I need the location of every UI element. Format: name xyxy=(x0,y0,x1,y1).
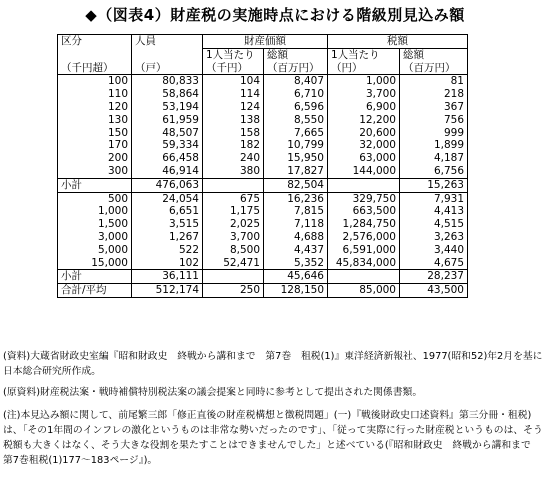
table-cell: 15,000 xyxy=(58,257,132,270)
table-cell xyxy=(132,48,203,61)
table-cell: 小計 xyxy=(58,178,132,192)
table-cell: 8,407 xyxy=(264,75,328,88)
table-cell: 12,200 xyxy=(328,114,400,127)
table-cell: 36,111 xyxy=(132,270,203,284)
table-cell: 144,000 xyxy=(328,165,400,178)
table-cell: 150 xyxy=(58,127,132,140)
table-cell: 1,899 xyxy=(400,139,468,152)
table-cell: 16,236 xyxy=(264,192,328,205)
table-cell: 1,500 xyxy=(58,218,132,231)
table-cell: 82,504 xyxy=(264,178,328,192)
table-cell: 43,500 xyxy=(400,284,468,298)
table-cell: 120 xyxy=(58,101,132,114)
table-cell: 7,118 xyxy=(264,218,328,231)
table-cell: 61,959 xyxy=(132,114,203,127)
table-cell: 3,440 xyxy=(400,244,468,257)
table-cell: 999 xyxy=(400,127,468,140)
table-row xyxy=(58,165,468,178)
remark-note: (注)本見込み額に関して、前尾繁三郎「修正直後の財産税構想と徴税問題」(一)『戦後財政史口述資料』第三分冊・租税)は、「その1年間のインフレの激化というものは非常な勢いだったのです」、「従って実際に行った財産税というものは、そう税額も大きくはなく、そう大きな役割を果たすことはできませんでした」と述べている(『昭和財政史 終戦から講和まで 第7巻租税(1)177～183ページ』)。 xyxy=(3,410,543,466)
table-cell xyxy=(203,270,264,284)
header-bracket-unit: （千円超） xyxy=(58,62,132,75)
table-cell: 10,799 xyxy=(264,139,328,152)
table-cell: 3,700 xyxy=(203,231,264,244)
table-cell: 15,950 xyxy=(264,152,328,165)
table-cell: 53,194 xyxy=(132,101,203,114)
property-tax-table xyxy=(57,34,468,298)
table-cell: 756 xyxy=(400,114,468,127)
table-row xyxy=(58,257,468,270)
table-cell: 3,000 xyxy=(58,231,132,244)
table-cell: 5,000 xyxy=(58,244,132,257)
table-row xyxy=(58,101,468,114)
table-cell: 6,591,000 xyxy=(328,244,400,257)
table-cell: 80,833 xyxy=(132,75,203,88)
table-cell xyxy=(328,178,400,192)
table-cell: 380 xyxy=(203,165,264,178)
table-cell: 4,437 xyxy=(264,244,328,257)
table-row xyxy=(58,205,468,218)
table-row xyxy=(58,244,468,257)
table-cell: 合計/平均 xyxy=(58,284,132,298)
header-persons-unit: （戸） xyxy=(132,62,203,75)
grand-total-row xyxy=(58,284,468,298)
header-persons: 人員 xyxy=(132,35,203,49)
table-cell: 2,576,000 xyxy=(328,231,400,244)
header-tax-total: 総額 xyxy=(400,48,468,61)
table-cell: 5,352 xyxy=(264,257,328,270)
header-property-group: 財産価額 xyxy=(203,35,328,49)
table-cell: 4,675 xyxy=(400,257,468,270)
header-prop-total: 総額 xyxy=(264,48,328,61)
table-row xyxy=(58,75,468,88)
subtotal-row-2 xyxy=(58,270,468,284)
table-cell: 110 xyxy=(58,88,132,101)
header-tax-total-unit: （百万円） xyxy=(400,62,468,75)
table-cell: 1,175 xyxy=(203,205,264,218)
table-cell: 104 xyxy=(203,75,264,88)
table-cell: 114 xyxy=(203,88,264,101)
table-cell: 240 xyxy=(203,152,264,165)
table-cell: 46,914 xyxy=(132,165,203,178)
subtotal-row-1 xyxy=(58,178,468,192)
table-cell: 45,834,000 xyxy=(328,257,400,270)
table-cell: 102 xyxy=(132,257,203,270)
table-cell: 100 xyxy=(58,75,132,88)
table-cell: 81 xyxy=(400,75,468,88)
table-row xyxy=(58,192,468,205)
table-cell: 158 xyxy=(203,127,264,140)
table-cell: 3,263 xyxy=(400,231,468,244)
table-cell: 1,000 xyxy=(58,205,132,218)
table-cell: 138 xyxy=(203,114,264,127)
table-cell: 48,507 xyxy=(132,127,203,140)
table-cell: 130 xyxy=(58,114,132,127)
table-row xyxy=(58,139,468,152)
table-cell: 20,600 xyxy=(328,127,400,140)
table-row xyxy=(58,231,468,244)
table-cell: 6,596 xyxy=(264,101,328,114)
table-cell: 1,284,750 xyxy=(328,218,400,231)
table-cell: 52,471 xyxy=(203,257,264,270)
table-cell: 2,025 xyxy=(203,218,264,231)
table-cell: 170 xyxy=(58,139,132,152)
table-cell: 250 xyxy=(203,284,264,298)
table-row xyxy=(58,152,468,165)
table-cell: 1,267 xyxy=(132,231,203,244)
table-cell: 32,000 xyxy=(328,139,400,152)
header-tax-per-person: 1人当たり xyxy=(328,48,400,61)
table-cell: 28,237 xyxy=(400,270,468,284)
table-cell xyxy=(203,178,264,192)
table-cell: 8,500 xyxy=(203,244,264,257)
table-cell: 3,515 xyxy=(132,218,203,231)
table-cell: 675 xyxy=(203,192,264,205)
table-cell: 17,827 xyxy=(264,165,328,178)
table-cell: 4,688 xyxy=(264,231,328,244)
table-cell: 7,665 xyxy=(264,127,328,140)
table-cell xyxy=(328,270,400,284)
table-cell: 63,000 xyxy=(328,152,400,165)
table-cell: 6,651 xyxy=(132,205,203,218)
table-cell: 小計 xyxy=(58,270,132,284)
table-cell: 4,515 xyxy=(400,218,468,231)
table-row xyxy=(58,88,468,101)
table-cell: 329,750 xyxy=(328,192,400,205)
table-cell: 59,334 xyxy=(132,139,203,152)
table-cell: 128,150 xyxy=(264,284,328,298)
table-cell: 218 xyxy=(400,88,468,101)
table-row xyxy=(58,127,468,140)
table-cell: 8,550 xyxy=(264,114,328,127)
header-bracket: 区分 xyxy=(58,35,132,49)
table-cell: 182 xyxy=(203,139,264,152)
table-cell: 522 xyxy=(132,244,203,257)
table-cell: 3,700 xyxy=(328,88,400,101)
table-cell: 512,174 xyxy=(132,284,203,298)
table-cell: 4,413 xyxy=(400,205,468,218)
table-cell: 24,054 xyxy=(132,192,203,205)
table-cell: 85,000 xyxy=(328,284,400,298)
table-cell: 6,710 xyxy=(264,88,328,101)
table-cell: 124 xyxy=(203,101,264,114)
table-cell: 6,756 xyxy=(400,165,468,178)
table-cell: 45,646 xyxy=(264,270,328,284)
table-cell: 6,900 xyxy=(328,101,400,114)
table-cell: 1,000 xyxy=(328,75,400,88)
table-cell: 4,187 xyxy=(400,152,468,165)
table-cell: 66,458 xyxy=(132,152,203,165)
table-cell: 15,263 xyxy=(400,178,468,192)
header-prop-per-person: 1人当たり xyxy=(203,48,264,61)
table-cell: 7,815 xyxy=(264,205,328,218)
header-tax-per-unit: （円） xyxy=(328,62,400,75)
source-note: (資料)大蔵省財政史室編『昭和財政史 終戦から講和まで 第7巻 租税(1)』東洋経済新報社、1977(昭和52)年2月を基に日本総合研究所作成。 xyxy=(3,351,543,377)
table-cell: 200 xyxy=(58,152,132,165)
table-cell: 500 xyxy=(58,192,132,205)
table-cell: 300 xyxy=(58,165,132,178)
table-cell xyxy=(58,48,132,61)
table-cell: 367 xyxy=(400,101,468,114)
page-title: ◆（図表4）財産税の実施時点における階級別見込み額 xyxy=(85,6,465,24)
table-cell: 663,500 xyxy=(328,205,400,218)
table-row xyxy=(58,114,468,127)
original-source-note: (原資料)財産税法案・戦時補償特別税法案の議会提案と同時に参考として提出された関係書類。 xyxy=(3,387,423,398)
header-prop-per-unit: （千円） xyxy=(203,62,264,75)
header-tax-group: 税額 xyxy=(328,35,468,49)
table-cell: 58,864 xyxy=(132,88,203,101)
table-row xyxy=(58,218,468,231)
header-prop-total-unit: （百万円） xyxy=(264,62,328,75)
table-cell: 476,063 xyxy=(132,178,203,192)
table-cell: 7,931 xyxy=(400,192,468,205)
